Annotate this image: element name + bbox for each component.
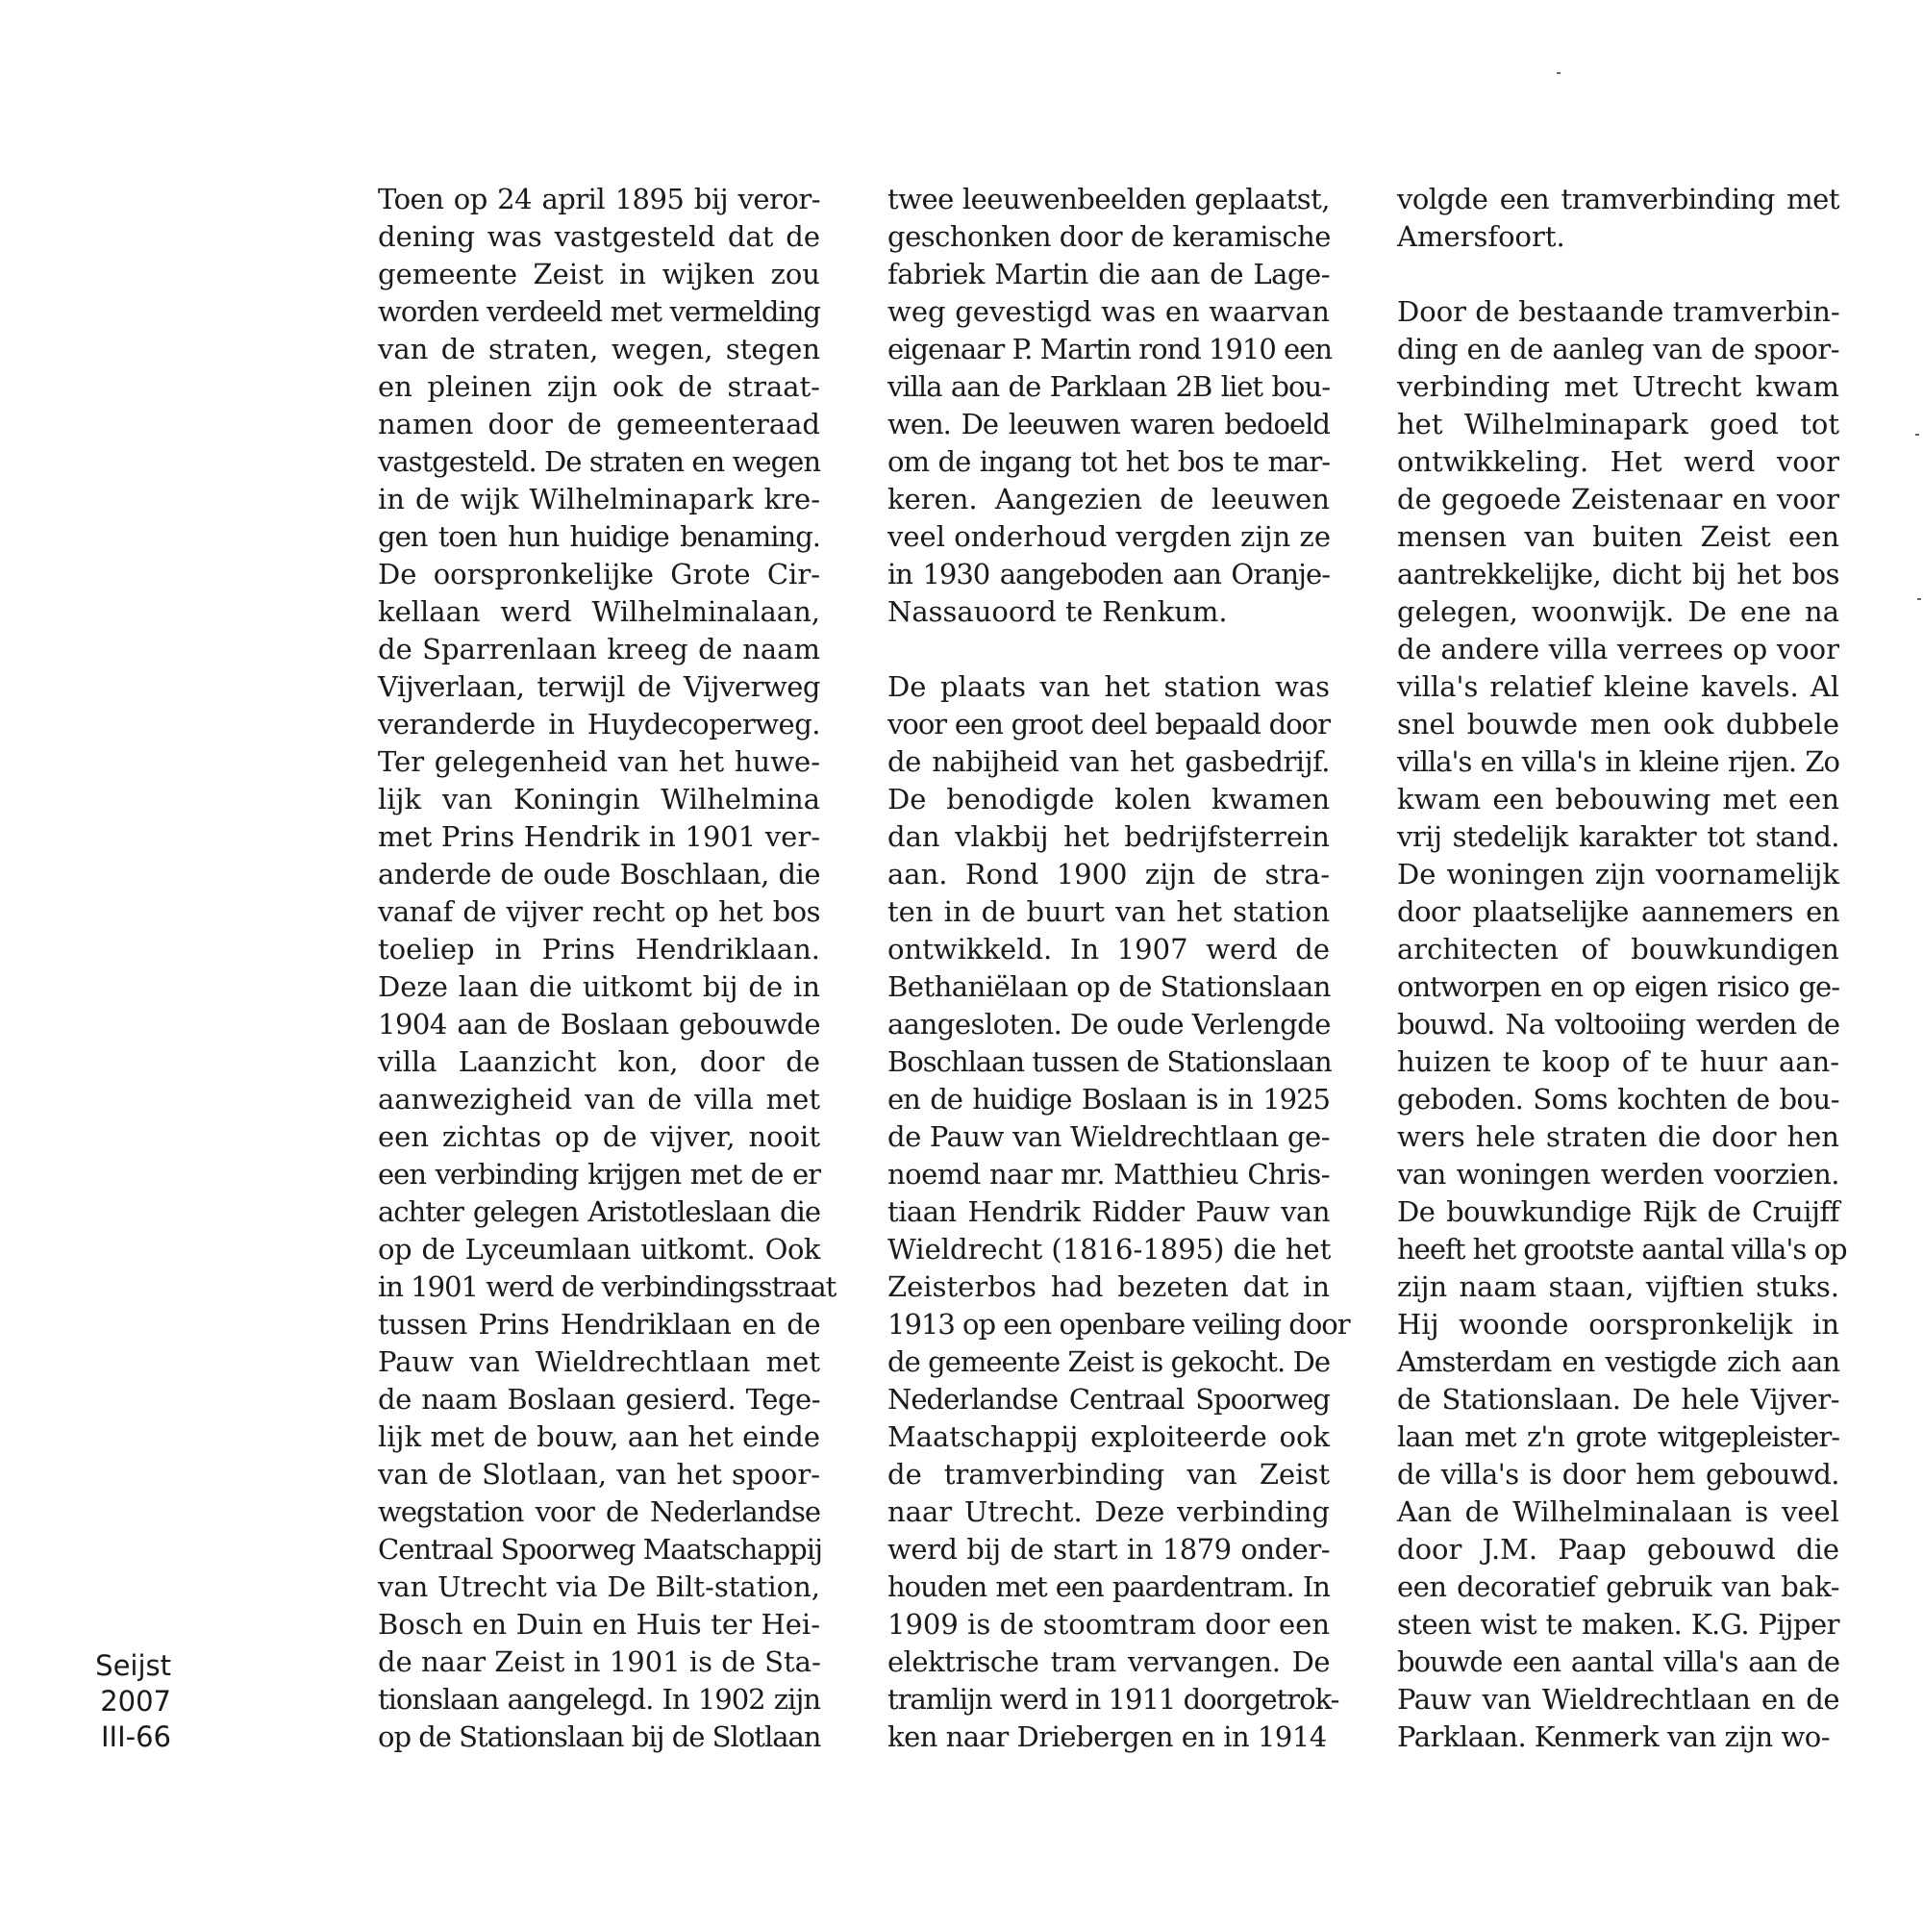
text-line: De bouwkundige Rijk de Cruijff bbox=[1397, 1195, 1839, 1228]
scan-speck bbox=[1557, 72, 1561, 74]
text-line: eigenaar P. Martin rond 1910 een bbox=[887, 333, 1333, 365]
scan-speck bbox=[1917, 598, 1921, 600]
text-line: en de huidige Boslaan is in 1925 bbox=[887, 1083, 1330, 1116]
text-line: Bosch en Duin en Huis ter Hei- bbox=[378, 1608, 820, 1641]
text-line: keren. Aangezien de leeuwen bbox=[887, 483, 1330, 515]
text-line: Pauw van Wieldrechtlaan met bbox=[378, 1345, 820, 1378]
text-line: volgde een tramverbinding met bbox=[1397, 183, 1839, 215]
text-line: 1904 aan de Boslaan gebouwde bbox=[378, 1008, 820, 1041]
text-line: dan vlakbij het bedrijfsterrein bbox=[887, 820, 1330, 853]
text-line: veranderde in Huydecoperweg. bbox=[378, 708, 820, 740]
text-line: ding en de aanleg van de spoor- bbox=[1397, 333, 1839, 365]
text-line: gen toen hun huidige benaming. bbox=[378, 520, 820, 553]
text-line: tiaan Hendrik Ridder Pauw van bbox=[887, 1195, 1330, 1228]
text-line: aantrekkelijke, dicht bij het bos bbox=[1397, 558, 1839, 590]
text-line: vrij stedelijk karakter tot stand. bbox=[1397, 820, 1839, 853]
text-line: de tramverbinding van Zeist bbox=[887, 1458, 1330, 1491]
text-line: naar Utrecht. Deze verbinding bbox=[887, 1495, 1330, 1528]
text-line: lijk met de bouw, aan het einde bbox=[378, 1420, 820, 1453]
text-line: op de Stationslaan bij de Slotlaan bbox=[378, 1720, 821, 1753]
text-line: De benodigde kolen kwamen bbox=[887, 783, 1330, 815]
text-line: een zichtas op de vijver, nooit bbox=[378, 1120, 820, 1153]
text-line: Door de bestaande tramverbin- bbox=[1397, 295, 1840, 328]
text-line: achter gelegen Aristotleslaan die bbox=[378, 1195, 820, 1228]
text-line: ontworpen en op eigen risico ge- bbox=[1397, 970, 1839, 1003]
text-line: 1913 op een openbare veiling door bbox=[887, 1308, 1350, 1341]
text-line: De woningen zijn voornamelijk bbox=[1397, 858, 1839, 891]
text-line: aanwezigheid van de villa met bbox=[378, 1083, 820, 1116]
text-line: Toen op 24 april 1895 bij veror- bbox=[378, 183, 820, 215]
text-line: 1909 is de stoomtram door een bbox=[887, 1608, 1330, 1641]
text-line: Deze laan die uitkomt bij de in bbox=[378, 970, 820, 1003]
text-line: de naar Zeist in 1901 is de Sta- bbox=[378, 1645, 821, 1678]
text-column-3 bbox=[1397, 181, 1847, 1756]
text-line: in 1901 werd de verbindingsstraat bbox=[378, 1270, 837, 1303]
text-line: de Pauw van Wieldrechtlaan ge- bbox=[887, 1120, 1330, 1153]
text-line: gemeente Zeist in wijken zou bbox=[378, 258, 820, 290]
text-line: de gemeente Zeist is gekocht. De bbox=[887, 1345, 1330, 1378]
text-line: Aan de Wilhelminalaan is veel bbox=[1397, 1495, 1839, 1528]
text-line: kellaan werd Wilhelminalaan, bbox=[378, 595, 820, 628]
text-line: mensen van buiten Zeist een bbox=[1397, 520, 1839, 553]
text-line: een verbinding krijgen met de er bbox=[378, 1158, 820, 1191]
text-column-1 bbox=[378, 181, 837, 1756]
text-line: elektrische tram vervangen. De bbox=[887, 1645, 1330, 1678]
text-line: Centraal Spoorweg Maatschappij bbox=[378, 1533, 823, 1566]
text-line: Zeisterbos had bezeten dat in bbox=[887, 1270, 1330, 1303]
text-line: laan met z'n grote witgepleister- bbox=[1397, 1420, 1839, 1453]
text-line: dening was vastgesteld dat de bbox=[378, 220, 820, 253]
text-line: lijk van Koningin Wilhelmina bbox=[378, 783, 820, 815]
text-line: door J.M. Paap gebouwd die bbox=[1397, 1533, 1839, 1566]
text-line: houden met een paardentram. In bbox=[887, 1570, 1330, 1603]
text-line: Amsterdam en vestigde zich aan bbox=[1397, 1345, 1839, 1378]
text-line: aan. Rond 1900 zijn de stra- bbox=[887, 858, 1330, 891]
text-line: met Prins Hendrik in 1901 ver- bbox=[378, 820, 820, 853]
footer-year: 2007 bbox=[100, 1685, 171, 1718]
text-line: namen door de gemeenteraad bbox=[378, 408, 820, 440]
paragraph-gap bbox=[1397, 256, 1839, 293]
text-column-2 bbox=[887, 181, 1350, 1756]
text-line: van Utrecht via De Bilt-station, bbox=[378, 1570, 820, 1603]
text-line: De plaats van het station was bbox=[887, 670, 1330, 703]
text-line: Wieldrecht (1816-1895) die het bbox=[887, 1233, 1332, 1266]
text-line: van woningen werden voorzien. bbox=[1397, 1158, 1839, 1191]
text-line: Nederlandse Centraal Spoorweg bbox=[887, 1383, 1330, 1416]
text-line: kwam een bebouwing met een bbox=[1397, 783, 1839, 815]
text-line: ten in de buurt van het station bbox=[887, 895, 1330, 928]
text-line: vastgesteld. De straten en wegen bbox=[378, 445, 820, 478]
text-line: werd bij de start in 1879 onder- bbox=[887, 1533, 1330, 1566]
text-line: wen. De leeuwen waren bedoeld bbox=[887, 408, 1330, 440]
text-line: Bethaniëlaan op de Stationslaan bbox=[887, 970, 1331, 1003]
footer-issue-page: III-66 bbox=[100, 1720, 171, 1753]
text-line: de naam Boslaan gesierd. Tege- bbox=[378, 1383, 820, 1416]
text-line: gelegen, woonwijk. De ene na bbox=[1397, 595, 1839, 628]
text-line: ontwikkeld. In 1907 werd de bbox=[887, 933, 1330, 966]
text-line: Boschlaan tussen de Stationslaan bbox=[887, 1045, 1332, 1078]
footer-journal-name: Seijst bbox=[95, 1649, 171, 1682]
text-line: Ter gelegenheid van het huwe- bbox=[378, 745, 820, 778]
text-line: en pleinen zijn ook de straat- bbox=[378, 370, 820, 403]
text-line: de nabijheid van het gasbedrijf. bbox=[887, 745, 1330, 778]
text-line: villa's relatief kleine kavels. Al bbox=[1397, 670, 1839, 703]
text-line: weg gevestigd was en waarvan bbox=[887, 295, 1330, 328]
text-line: bouwde een aantal villa's aan de bbox=[1397, 1645, 1839, 1678]
paragraph-gap bbox=[887, 631, 1330, 668]
text-line: snel bouwde men ook dubbele bbox=[1397, 708, 1839, 740]
text-line: toeliep in Prins Hendriklaan. bbox=[378, 933, 820, 966]
text-line: aangesloten. De oude Verlengde bbox=[887, 1008, 1331, 1041]
text-line: villa aan de Parklaan 2B liet bou- bbox=[887, 370, 1330, 403]
text-line: in 1930 aangeboden aan Oranje- bbox=[887, 558, 1330, 590]
text-line: ken naar Driebergen en in 1914 bbox=[887, 1720, 1327, 1753]
text-line: De oorspronkelijke Grote Cir- bbox=[378, 558, 820, 590]
text-line: Amersfoort. bbox=[1397, 220, 1565, 253]
text-line: noemd naar mr. Matthieu Chris- bbox=[887, 1158, 1330, 1191]
text-line: door plaatselijke aannemers en bbox=[1397, 895, 1839, 928]
text-line: in de wijk Wilhelminapark kre- bbox=[378, 483, 820, 515]
text-line: voor een groot deel bepaald door bbox=[887, 708, 1330, 740]
text-line: twee leeuwenbeelden geplaatst, bbox=[887, 183, 1330, 215]
text-line: ontwikkeling. Het werd voor bbox=[1397, 445, 1839, 478]
text-line: een decoratief gebruik van bak- bbox=[1397, 1570, 1839, 1603]
text-line: wers hele straten die door hen bbox=[1397, 1120, 1839, 1153]
text-line: om de ingang tot het bos te mar- bbox=[887, 445, 1330, 478]
text-line: villa Laanzicht kon, door de bbox=[378, 1045, 820, 1078]
text-line: Maatschappij exploiteerde ook bbox=[887, 1420, 1330, 1453]
scan-speck bbox=[1915, 434, 1919, 436]
text-line: huizen te koop of te huur aan- bbox=[1397, 1045, 1839, 1078]
text-line: de gegoede Zeistenaar en voor bbox=[1397, 483, 1839, 515]
text-line: de Sparrenlaan kreeg de naam bbox=[378, 633, 820, 665]
text-line: anderde de oude Boschlaan, die bbox=[378, 858, 820, 891]
text-line: bouwd. Na voltooiing werden de bbox=[1397, 1008, 1839, 1041]
text-line: de Stationslaan. De hele Vijver- bbox=[1397, 1383, 1839, 1416]
text-line: verbinding met Utrecht kwam bbox=[1397, 370, 1839, 403]
text-line: Hij woonde oorspronkelijk in bbox=[1397, 1308, 1839, 1341]
text-line: tramlijn werd in 1911 doorgetrok- bbox=[887, 1683, 1339, 1716]
text-line: op de Lyceumlaan uitkomt. Ook bbox=[378, 1233, 820, 1266]
text-line: het Wilhelminapark goed tot bbox=[1397, 408, 1839, 440]
text-line: tussen Prins Hendriklaan en de bbox=[378, 1308, 820, 1341]
text-line: tionslaan aangelegd. In 1902 zijn bbox=[378, 1683, 820, 1716]
text-line: Pauw van Wieldrechtlaan en de bbox=[1397, 1683, 1839, 1716]
text-line: Vijverlaan, terwijl de Vijverweg bbox=[378, 670, 820, 703]
text-line: van de straten, wegen, stegen bbox=[378, 333, 820, 365]
text-line: de villa's is door hem gebouwd. bbox=[1397, 1458, 1839, 1491]
text-line: fabriek Martin die aan de Lage- bbox=[887, 258, 1330, 290]
text-line: van de Slotlaan, van het spoor- bbox=[378, 1458, 820, 1491]
text-line: heeft het grootste aantal villa's op bbox=[1397, 1233, 1847, 1266]
text-line: architecten of bouwkundigen bbox=[1397, 933, 1839, 966]
text-line: geboden. Soms kochten de bou- bbox=[1397, 1083, 1839, 1116]
text-line: de andere villa verrees op voor bbox=[1397, 633, 1839, 665]
text-line: vanaf de vijver recht op het bos bbox=[378, 895, 820, 928]
text-line: steen wist te maken. K.G. Pijper bbox=[1397, 1608, 1839, 1641]
text-line: wegstation voor de Nederlandse bbox=[378, 1495, 820, 1528]
text-line: worden verdeeld met vermelding bbox=[378, 295, 820, 328]
text-line: Nassauoord te Renkum. bbox=[887, 595, 1228, 628]
text-line: zijn naam staan, vijftien stuks. bbox=[1397, 1270, 1839, 1303]
text-line: Parklaan. Kenmerk van zijn wo- bbox=[1397, 1720, 1831, 1753]
page-footer bbox=[85, 1648, 171, 1755]
text-line: geschonken door de keramische bbox=[887, 220, 1331, 253]
text-line: villa's en villa's in kleine rijen. Zo bbox=[1397, 745, 1839, 778]
text-line: veel onderhoud vergden zijn ze bbox=[887, 520, 1331, 553]
